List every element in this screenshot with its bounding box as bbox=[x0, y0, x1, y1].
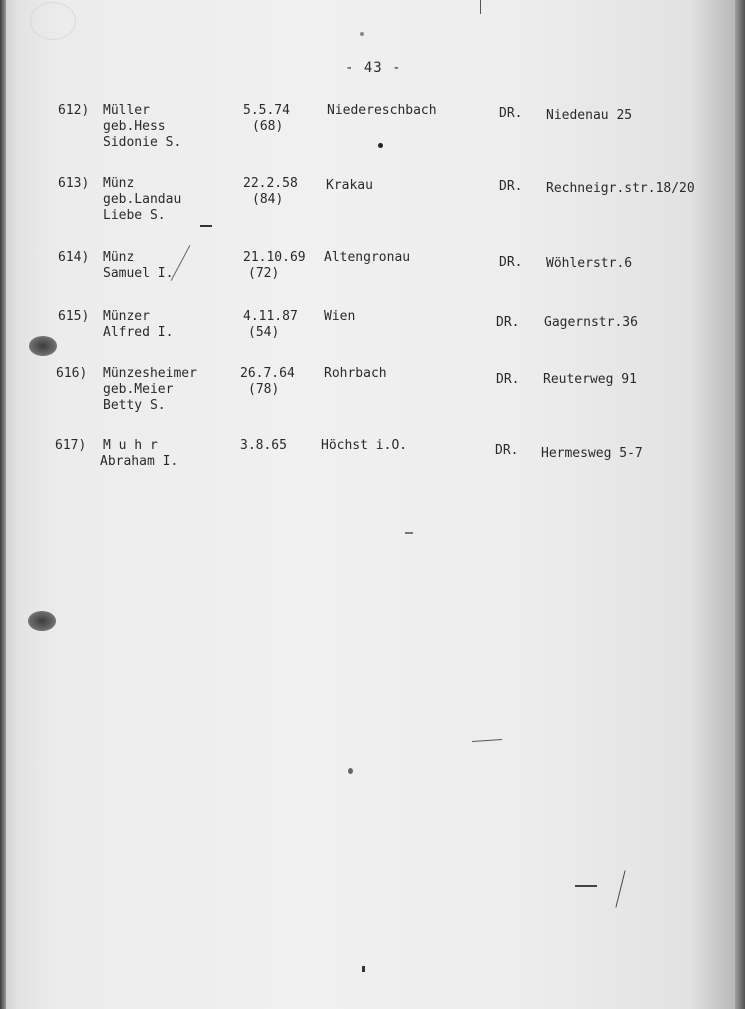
ink-dot bbox=[378, 143, 383, 148]
entry-age: (78) bbox=[248, 382, 280, 397]
faint-stamp bbox=[30, 2, 76, 40]
entry-number: 612) bbox=[58, 103, 90, 118]
entry-date: 26.7.64 bbox=[240, 366, 295, 381]
entry-age: (84) bbox=[252, 192, 284, 207]
entry-date: 5.5.74 bbox=[243, 103, 290, 118]
pencil-scribble bbox=[575, 885, 597, 887]
entry-address: Rechneigr.str.18/20 bbox=[546, 181, 695, 196]
entry-number: 615) bbox=[58, 309, 90, 324]
entry-name-line: Abraham I. bbox=[100, 454, 179, 469]
entry-age: (54) bbox=[248, 325, 280, 340]
scan-right-edge bbox=[735, 0, 745, 1009]
entry-name-line: Betty S. bbox=[103, 398, 166, 413]
ink-speck bbox=[405, 532, 413, 534]
entry-birthplace: Altengronau bbox=[324, 250, 411, 265]
entry-date: 3.8.65 bbox=[240, 438, 287, 453]
ink-dash bbox=[200, 225, 212, 227]
entry-abbreviation: DR. bbox=[499, 106, 523, 121]
entry-name-line: Münz bbox=[103, 176, 135, 191]
entry-address: Wöhlerstr.6 bbox=[546, 256, 633, 271]
entry-number: 616) bbox=[56, 366, 88, 381]
entry-address: Niedenau 25 bbox=[546, 108, 633, 123]
entry-number: 617) bbox=[55, 438, 87, 453]
ink-speck bbox=[348, 768, 353, 774]
entry-name-line: Samuel I. bbox=[103, 266, 174, 281]
entry-number: 614) bbox=[58, 250, 90, 265]
entry-age: (68) bbox=[252, 119, 284, 134]
pencil-stroke bbox=[472, 739, 502, 742]
entry-name-line: Münz bbox=[103, 250, 135, 265]
entry-address: Reuterweg 91 bbox=[543, 372, 637, 387]
ink-speck bbox=[360, 32, 364, 36]
entry-address: Gagernstr.36 bbox=[544, 315, 638, 330]
entry-name-line: Münzesheimer bbox=[103, 366, 197, 381]
scan-left-edge bbox=[0, 0, 6, 1009]
entry-birthplace: Wien bbox=[324, 309, 356, 324]
pencil-scribble bbox=[615, 870, 625, 907]
entry-date: 22.2.58 bbox=[243, 176, 298, 191]
entry-name-line: Sidonie S. bbox=[103, 135, 182, 150]
entry-date: 21.10.69 bbox=[243, 250, 306, 265]
pencil-stroke bbox=[171, 245, 191, 281]
entry-name-line: geb.Landau bbox=[103, 192, 182, 207]
entry-abbreviation: DR. bbox=[496, 315, 520, 330]
punch-hole bbox=[29, 336, 57, 356]
entry-age: (72) bbox=[248, 266, 280, 281]
entry-name-line: Müller bbox=[103, 103, 150, 118]
entry-date: 4.11.87 bbox=[243, 309, 298, 324]
page-number: - 43 - bbox=[345, 60, 402, 76]
pencil-mark bbox=[480, 0, 481, 14]
punch-hole bbox=[28, 611, 56, 631]
entry-name-line: Liebe S. bbox=[103, 208, 166, 223]
entry-number: 613) bbox=[58, 176, 90, 191]
entry-abbreviation: DR. bbox=[495, 443, 519, 458]
entry-name-line: M u h r bbox=[103, 438, 158, 453]
entry-birthplace: Niedereschbach bbox=[327, 103, 437, 118]
entry-name-line: Alfred I. bbox=[103, 325, 174, 340]
entry-abbreviation: DR. bbox=[499, 255, 523, 270]
entry-address: Hermesweg 5-7 bbox=[541, 446, 643, 461]
entry-birthplace: Rohrbach bbox=[324, 366, 387, 381]
entry-name-line: geb.Hess bbox=[103, 119, 166, 134]
entry-birthplace: Krakau bbox=[326, 178, 373, 193]
entry-abbreviation: DR. bbox=[496, 372, 520, 387]
entry-name-line: geb.Meier bbox=[103, 382, 174, 397]
ink-speck bbox=[362, 966, 365, 972]
entry-name-line: Münzer bbox=[103, 309, 150, 324]
entry-abbreviation: DR. bbox=[499, 179, 523, 194]
entry-birthplace: Höchst i.O. bbox=[321, 438, 408, 453]
